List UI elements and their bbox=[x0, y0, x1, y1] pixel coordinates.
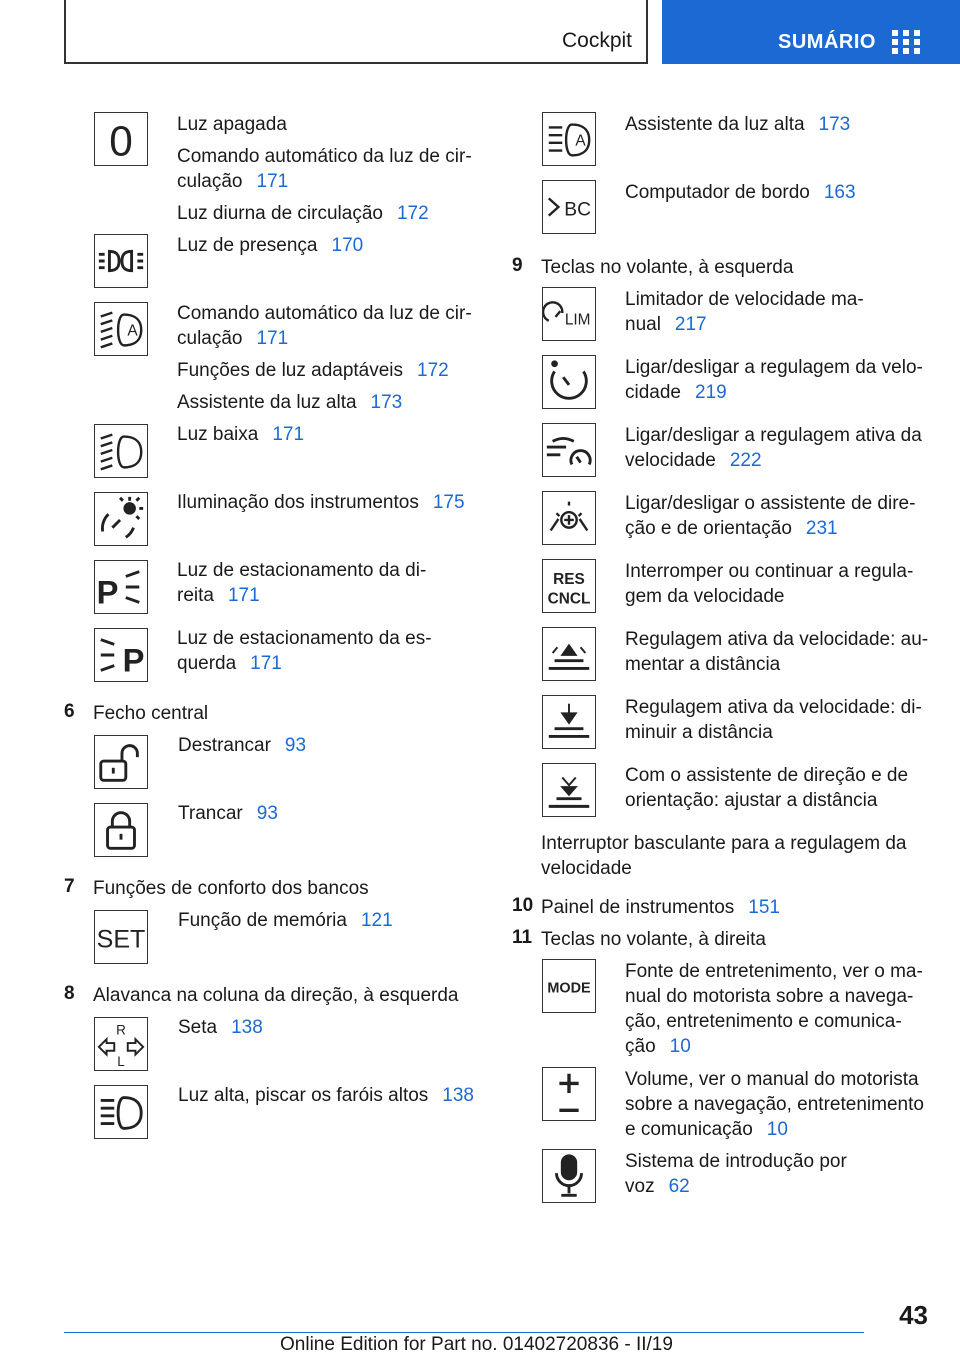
lights-off-icon bbox=[94, 112, 148, 166]
entry-label: velocidade bbox=[625, 450, 716, 471]
letter-p-left: P bbox=[122, 641, 145, 679]
section-title: Teclas no volante, à esquerda bbox=[541, 257, 794, 278]
page-link[interactable]: 93 bbox=[256, 803, 278, 824]
resume-cancel-icon bbox=[542, 559, 596, 613]
entry-label: Com o assistente de direção e de bbox=[625, 765, 909, 786]
page-link[interactable]: 62 bbox=[668, 1176, 690, 1197]
distance-increase-icon bbox=[542, 627, 596, 681]
entry-label: Assistente da luz alta bbox=[177, 392, 357, 413]
entry-label: minuir a distância bbox=[625, 722, 773, 743]
microphone-icon bbox=[542, 1149, 596, 1203]
high-beam-icon bbox=[94, 1085, 148, 1139]
zero-glyph: 0 bbox=[109, 117, 133, 165]
turn-signal-icon bbox=[94, 1017, 148, 1071]
page-link[interactable]: 163 bbox=[823, 182, 856, 203]
page-link[interactable]: 172 bbox=[417, 360, 449, 381]
page-link[interactable]: 173 bbox=[818, 114, 851, 135]
entry-label: Fonte de entretenimento, ver o ma- bbox=[625, 961, 923, 982]
section-number: 10 bbox=[512, 895, 534, 916]
cncl-label: CNCL bbox=[547, 590, 591, 608]
section-title: Cockpit bbox=[561, 29, 632, 52]
page-link[interactable]: 151 bbox=[748, 897, 780, 918]
page-link[interactable]: 138 bbox=[442, 1085, 474, 1106]
mode-label: MODE bbox=[547, 980, 591, 997]
page-link[interactable]: 93 bbox=[284, 735, 307, 756]
entry-label: Comando automático da luz de cir- bbox=[177, 146, 472, 167]
section-number: 7 bbox=[64, 876, 75, 897]
res-label: RES bbox=[553, 571, 585, 589]
entry-label: Interruptor basculante para a regulagem da bbox=[541, 833, 907, 854]
entry-label: Volume, ver o manual do motorista bbox=[625, 1069, 919, 1090]
section-title: Teclas no volante, à direita bbox=[541, 929, 766, 950]
entry-label: Luz apagada bbox=[177, 114, 287, 135]
page-link[interactable]: 222 bbox=[729, 450, 762, 471]
grid-menu-icon[interactable] bbox=[892, 30, 920, 54]
set-label: SET bbox=[96, 925, 146, 954]
page-link[interactable]: 171 bbox=[250, 653, 282, 674]
lim-label: LIM bbox=[564, 311, 591, 329]
entry-label: e comunicação bbox=[625, 1119, 753, 1140]
parking-lights-icon bbox=[94, 234, 148, 288]
header-section-tab bbox=[64, 0, 648, 64]
bc-label: BC bbox=[564, 199, 592, 221]
page-link[interactable]: 175 bbox=[432, 492, 465, 513]
instrument-lighting-icon bbox=[94, 492, 148, 546]
entry-label: Luz de presença bbox=[177, 235, 318, 256]
page-link[interactable]: 10 bbox=[669, 1036, 691, 1057]
high-beam-assist-icon bbox=[542, 112, 596, 166]
entry-label: cidade bbox=[625, 382, 681, 403]
page-link[interactable]: 231 bbox=[805, 518, 838, 539]
footer-edition-text: Online Edition for Part no. 01402720836 - II/19 bbox=[280, 1334, 673, 1355]
mode-button-icon bbox=[542, 959, 596, 1013]
entry-label: ção e de orientação bbox=[625, 518, 792, 539]
entry-label: nual bbox=[625, 314, 661, 335]
page-link[interactable]: 172 bbox=[396, 203, 429, 224]
page-link[interactable]: 138 bbox=[231, 1017, 263, 1038]
entry-label: orientação: ajustar a distância bbox=[625, 790, 878, 811]
auto-headlight-icon bbox=[94, 302, 148, 356]
section-title: Alavanca na coluna da direção, à esquerda bbox=[93, 985, 459, 1006]
entry-label: Função de memória bbox=[178, 910, 347, 931]
entry-label: Regulagem ativa da velocidade: di- bbox=[625, 697, 922, 718]
section-title: Fecho central bbox=[93, 703, 209, 724]
entry-label: Comando automático da luz de cir- bbox=[177, 303, 472, 324]
page-link[interactable]: 217 bbox=[674, 314, 707, 335]
entry-label: Trancar bbox=[178, 803, 243, 824]
section-number: 11 bbox=[512, 927, 533, 948]
parking-light-left-icon bbox=[94, 628, 148, 682]
entry-label: Luz alta, piscar os faróis altos bbox=[178, 1085, 429, 1106]
entry-label: ção bbox=[625, 1036, 656, 1057]
letter-p: P bbox=[96, 573, 119, 611]
section-number: 8 bbox=[64, 983, 75, 1004]
page-number: 43 bbox=[899, 1300, 928, 1330]
entry-label: Luz diurna de circulação bbox=[177, 203, 383, 224]
letter-a-right: A bbox=[575, 132, 586, 150]
section-number: 6 bbox=[64, 701, 75, 722]
parking-light-right-icon bbox=[94, 560, 148, 614]
summary-label: SUMÁRIO bbox=[778, 31, 876, 53]
volume-icon bbox=[542, 1067, 596, 1121]
entry-label: Limitador de velocidade ma- bbox=[625, 289, 864, 310]
letter-a: A bbox=[127, 322, 138, 340]
entry-label: Ligar/desligar o assistente de dire- bbox=[625, 493, 916, 514]
entry-label: Seta bbox=[178, 1017, 218, 1038]
entry-label: Regulagem ativa da velocidade: au- bbox=[625, 629, 929, 650]
entry-label: reita bbox=[177, 585, 214, 606]
page-link[interactable]: 171 bbox=[227, 585, 260, 606]
seat-memory-set-icon bbox=[94, 910, 148, 964]
section-title: Painel de instrumentos bbox=[541, 897, 735, 918]
steering-assist-distance-icon bbox=[542, 763, 596, 817]
entry-label: Sistema de introdução por bbox=[625, 1151, 847, 1172]
cruise-control-icon bbox=[542, 355, 596, 409]
entry-label: culação bbox=[177, 171, 243, 192]
entry-label: velocidade bbox=[541, 858, 632, 879]
onboard-computer-icon bbox=[542, 180, 596, 234]
lock-icon bbox=[94, 803, 148, 857]
page-link[interactable]: 219 bbox=[695, 382, 727, 403]
letter-r: R bbox=[116, 1022, 126, 1038]
entry-label: Assistente da luz alta bbox=[625, 114, 805, 135]
entry-label: nual do motorista sobre a navega- bbox=[625, 986, 914, 1007]
entry-label: Luz baixa bbox=[177, 424, 259, 445]
section-title: Funções de conforto dos bancos bbox=[93, 878, 369, 899]
page-link[interactable]: 170 bbox=[331, 235, 364, 256]
speed-limiter-icon bbox=[542, 287, 596, 341]
page-link[interactable]: 171 bbox=[256, 171, 289, 192]
page-link[interactable]: 121 bbox=[360, 910, 393, 931]
distance-decrease-icon bbox=[542, 695, 596, 749]
page-link[interactable]: 171 bbox=[272, 424, 305, 445]
page-link[interactable]: 10 bbox=[766, 1119, 788, 1140]
active-cruise-control-icon bbox=[542, 423, 596, 477]
steering-assist-icon bbox=[542, 491, 596, 545]
low-beam-icon bbox=[94, 424, 148, 478]
page-link[interactable]: 171 bbox=[256, 328, 289, 349]
entry-label: Ligar/desligar a regulagem ativa da bbox=[625, 425, 922, 446]
entry-label: Ligar/desligar a regulagem da velo- bbox=[625, 357, 923, 378]
entry-label: mentar a distância bbox=[625, 654, 781, 675]
letter-l: L bbox=[117, 1054, 125, 1070]
page-link[interactable]: 173 bbox=[370, 392, 403, 413]
entry-label: Interromper ou continuar a regula- bbox=[625, 561, 914, 582]
footer-divider bbox=[64, 1332, 864, 1333]
entry-label: ção, entretenimento e comunica- bbox=[625, 1011, 902, 1032]
entry-label: Luz de estacionamento da es- bbox=[177, 628, 432, 649]
entry-label: culação bbox=[177, 328, 243, 349]
section-number: 9 bbox=[512, 255, 523, 276]
entry-label: Computador de bordo bbox=[625, 182, 810, 203]
entry-label: Iluminação dos instrumentos bbox=[177, 492, 419, 513]
entry-label: sobre a navegação, entretenimento bbox=[625, 1094, 924, 1115]
entry-label: Destrancar bbox=[178, 735, 271, 756]
entry-label: voz bbox=[625, 1176, 655, 1197]
entry-label: querda bbox=[177, 653, 237, 674]
entry-label: Luz de estacionamento da di- bbox=[177, 560, 427, 581]
entry-label: Funções de luz adaptáveis bbox=[177, 360, 404, 381]
entry-label: gem da velocidade bbox=[625, 586, 785, 607]
unlock-icon bbox=[94, 735, 148, 789]
